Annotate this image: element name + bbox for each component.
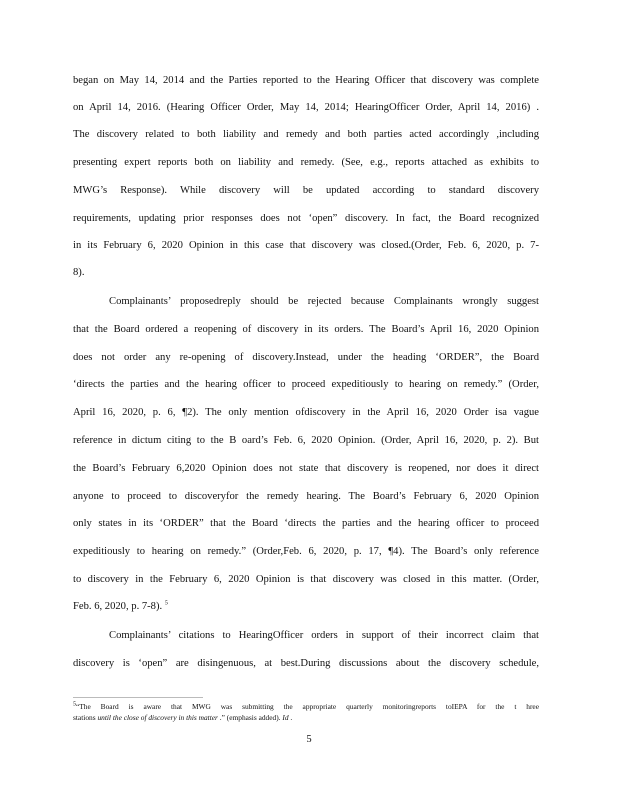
- body-line: anyone to proceed to discoveryfor the remedy hearing. The Board’s February 6, 2020 Opinion: [73, 491, 539, 502]
- body-line: April 16, 2020, p. 6, ¶2). The only mention ofdiscovery in the April 16, 2020 Order isa vague: [73, 407, 539, 418]
- body-line: Complainants’ citations to HearingOfficer orders in support of their incorrect claim that: [109, 630, 539, 641]
- body-line: expeditiously to hearing on remedy.” (Order,Feb. 6, 2020, p. 17, ¶4). The Board’s only reference: [73, 546, 539, 557]
- footnote-reference: 5: [164, 600, 168, 607]
- footnote-citation: Id: [282, 713, 289, 722]
- footnote-emphasis: until the close of discovery in this matter: [97, 713, 218, 722]
- body-line: [73, 600, 539, 614]
- footnote-text: stations: [73, 713, 98, 722]
- footnote-separator: [73, 697, 203, 698]
- footnote-text: .: [288, 713, 293, 722]
- body-line: reference in dictum citing to the B oard’s Feb. 6, 2020 Opinion. (Order, April 16, 2020, p. 2). But: [73, 435, 539, 446]
- body-line: requirements, updating prior responses does not ‘open” discovery. In fact, the Board recognized: [73, 213, 539, 224]
- body-line: ‘directs the parties and the hearing officer to proceed expeditiously to hearing on remedy.” (Order,: [73, 379, 539, 390]
- footnote-line: [73, 713, 539, 723]
- body-line: on April 14, 2016. (Hearing Officer Order, May 14, 2014; HearingOfficer Order, April 14, 2016) .: [73, 102, 539, 113]
- body-line: to discovery in the February 6, 2020 Opinion is that discovery was closed in this matter. (Order,: [73, 574, 539, 585]
- body-line: in its February 6, 2020 Opinion in this case that discovery was closed.(Order, Feb. 6, 2020, p. 7-: [73, 240, 539, 251]
- footnote-text: “The Board is aware that MWG was submitting the appropriate quarterly monitoringreports toIEPA for the t hree: [76, 702, 539, 711]
- body-line: discovery is ‘open” are disingenuous, at best.During discussions about the discovery schedule,: [73, 658, 539, 669]
- body-line: Complainants’ proposedreply should be rejected because Complainants wrongly suggest: [109, 296, 539, 307]
- body-line: The discovery related to both liability and remedy and both parties acted accordingly ,including: [73, 129, 539, 140]
- body-line: MWG’s Response). While discovery will be updated according to standard discovery: [73, 185, 539, 196]
- page-number: 5: [306, 734, 312, 745]
- footnote-text: .” (emphasis added).: [217, 713, 283, 722]
- body-line: the Board’s February 6,2020 Opinion does not state that discovery is reopened, nor does it direct: [73, 463, 539, 474]
- body-line: began on May 14, 2014 and the Parties reported to the Hearing Officer that discovery was complete: [73, 75, 539, 86]
- body-line-text: Feb. 6, 2020, p. 7-8).: [73, 601, 163, 612]
- body-line: only states in its ‘ORDER” that the Board ‘directs the parties and the hearing officer to proceed: [73, 518, 539, 529]
- footnote-marker: 5: [73, 701, 76, 708]
- footnote-line: [73, 702, 539, 712]
- body-line: 8).: [73, 267, 85, 278]
- body-line: does not order any re-opening of discovery.Instead, under the heading ‘ORDER”, the Board: [73, 352, 539, 363]
- body-line: that the Board ordered a reopening of discovery in its orders. The Board’s April 16, 2020 Opinion: [73, 324, 539, 335]
- body-line: presenting expert reports both on liability and remedy. (See, e.g., reports attached as exhibits to: [73, 157, 539, 168]
